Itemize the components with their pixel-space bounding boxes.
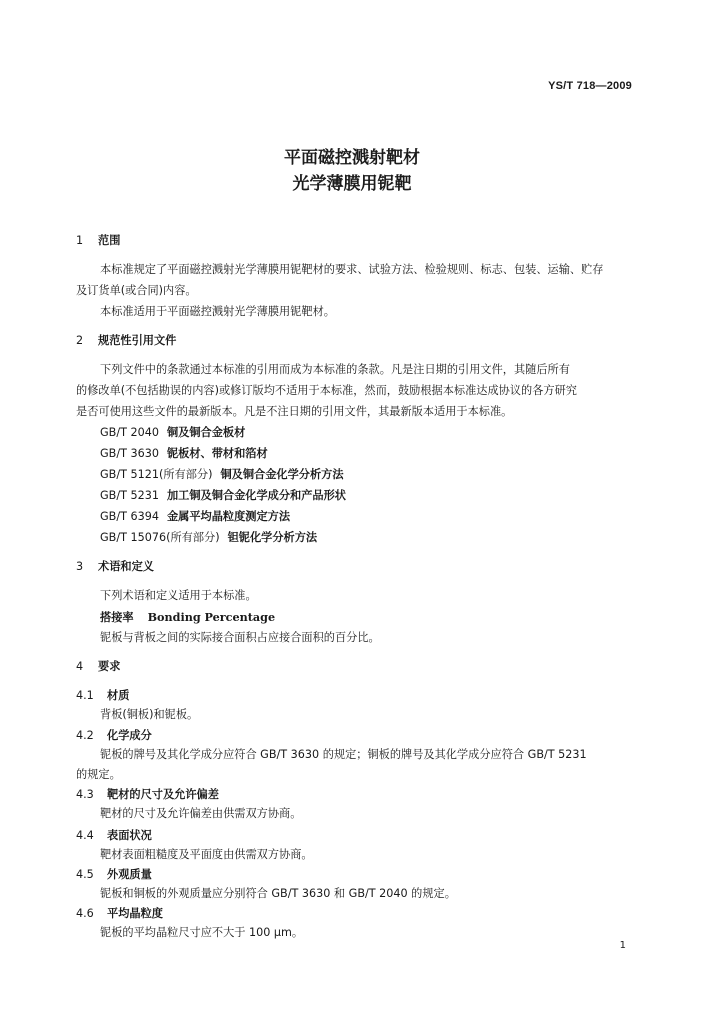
paragraph-line: 的修改单(不包括勘误的内容)或修订版均不适用于本标准，然而，鼓励根据本标准达成协议的各方研究 [76,384,577,397]
paragraph-line: 下列术语和定义适用于本标准。 [100,589,257,602]
paragraph-line: 铌板的牌号及其化学成分应符合 GB/T 3630 的规定；铜板的牌号及其化学成分应符合 GB/T 5231 [100,748,587,761]
reference-item [100,510,290,524]
subsection-title: 材质 [107,689,130,702]
paragraph-line: 及订货单(或合同)内容。 [76,284,197,297]
reference-item [100,531,317,545]
reference-code: GB/T 6394 [100,510,159,523]
subsection-4-3-heading [76,788,219,802]
reference-code: GB/T 5121(所有部分) [100,468,213,481]
paragraph-line: 背板(铜板)和铌板。 [100,708,199,721]
section-title: 要求 [98,660,121,673]
title-line-1: 平面磁控溅射靶材 [284,148,420,168]
term-english: Bonding Percentage [147,610,276,624]
page-number: 1 [619,940,626,951]
reference-name: 铜及铜合金板材 [166,426,246,439]
paragraph-line: 本标准适用于平面磁控溅射光学薄膜用铌靶材。 [100,305,335,318]
term-entry [100,610,275,625]
subsection-title: 外观质量 [107,868,152,881]
reference-name: 钽铌化学分析方法 [227,531,318,544]
reference-name: 铜及铜合金化学分析方法 [220,468,344,481]
subsection-number: 4.3 [76,788,94,801]
section-number: 3 [76,560,84,573]
term-chinese: 搭接率 [100,611,134,624]
subsection-number: 4.1 [76,689,94,702]
reference-code: GB/T 2040 [100,426,159,439]
section-title: 范围 [98,234,121,247]
subsection-number: 4.6 [76,907,94,920]
paragraph-line: 下列文件中的条款通过本标准的引用而成为本标准的条款。凡是注日期的引用文件，其随后所有 [100,363,570,376]
subsection-title: 表面状况 [107,829,152,842]
reference-code: GB/T 5231 [100,489,159,502]
section-number: 1 [76,234,84,247]
section-3-heading [76,560,154,574]
subsection-title: 靶材的尺寸及允许偏差 [107,788,219,801]
paragraph-line: 本标准规定了平面磁控溅射光学薄膜用铌靶材的要求、试验方法、检验规则、标志、包装、运输、贮存 [100,263,604,276]
subsection-title: 平均晶粒度 [107,907,163,920]
subsection-4-5-heading [76,868,152,882]
reference-name: 金属平均晶粒度测定方法 [166,510,291,523]
reference-code: GB/T 3630 [100,447,159,460]
reference-name: 加工铜及铜合金化学成分和产品形状 [166,489,346,502]
paragraph-line: 是否可使用这些文件的最新版本。凡是不注日期的引用文件，其最新版本适用于本标准。 [76,405,513,418]
paragraph-line: 的规定。 [76,768,121,781]
reference-code: GB/T 15076(所有部分) [100,531,220,544]
term-definition: 铌板与背板之间的实际接合面积占应接合面积的百分比。 [100,631,380,644]
paragraph-line: 铌板和铜板的外观质量应分别符合 GB/T 3630 和 GB/T 2040 的规定。 [100,887,456,900]
paragraph-line: 靶材的尺寸及允许偏差由供需双方协商。 [100,807,302,820]
subsection-4-6-heading [76,907,163,921]
subsection-4-2-heading [76,729,152,743]
section-number: 2 [76,334,84,347]
title-line-2: 光学薄膜用铌靶 [292,174,412,194]
section-2-heading [76,334,176,348]
section-4-heading [76,660,120,674]
reference-name: 铌板材、带材和箔材 [166,447,268,460]
section-title: 规范性引用文件 [98,334,177,347]
subsection-4-4-heading [76,829,152,843]
reference-item [100,468,344,482]
subsection-title: 化学成分 [107,729,152,742]
paragraph-line: 靶材表面粗糙度及平面度由供需双方协商。 [100,848,313,861]
reference-item [100,426,245,440]
subsection-4-1-heading [76,689,129,703]
standard-code: YS/T 718—2009 [548,80,632,92]
section-number: 4 [76,660,84,673]
section-title: 术语和定义 [98,560,154,573]
subsection-number: 4.5 [76,868,94,881]
reference-item [100,447,268,461]
subsection-number: 4.2 [76,729,94,742]
paragraph-line: 铌板的平均晶粒尺寸应不大于 100 μm。 [100,926,304,939]
section-1-heading [76,234,120,248]
subsection-number: 4.4 [76,829,94,842]
reference-item [100,489,346,503]
